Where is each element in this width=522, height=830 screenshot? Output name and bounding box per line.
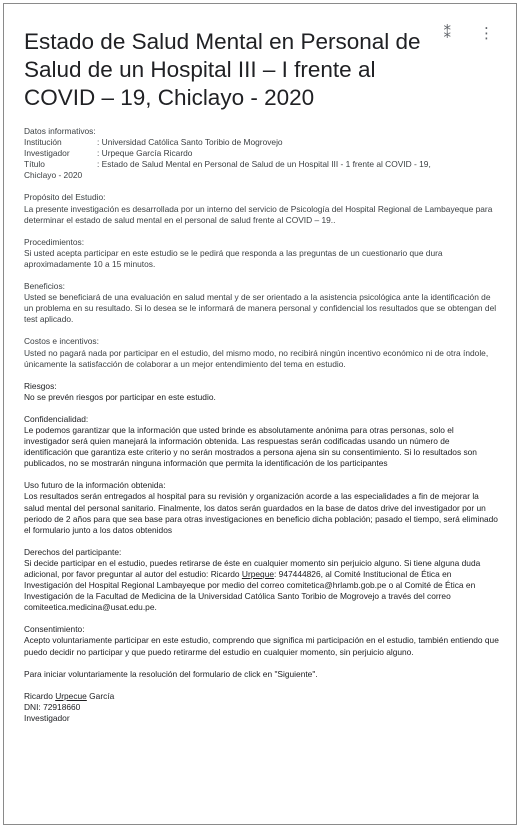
instruction-text: Para iniciar voluntariamente la resolución del formulario de click en "Siguiente".	[24, 668, 318, 679]
section-heading: Costos e incentivos:	[24, 336, 99, 347]
section-heading: Propósito del Estudio:	[24, 192, 106, 203]
section-heading: Consentimiento:	[24, 624, 85, 635]
signature-surname: Urpecue	[55, 690, 87, 701]
signature-role: Investigador	[24, 712, 70, 723]
section-text	[24, 558, 500, 613]
signature-name	[24, 691, 500, 702]
section-heading: Beneficios:	[24, 281, 65, 292]
datos-value-cont: Chiclayo - 2020	[24, 170, 83, 181]
section-costos	[24, 336, 500, 369]
section-text: No se prevén riesgos por participar en este estudio.	[24, 391, 216, 402]
form-card	[3, 3, 517, 825]
derechos-text-before: Si decide participar en el estudio, puedes retirarse de éste en cualquier momento sin perjuicio alguno. Si tiene alguna duda adicional, por favor preguntar al autor del estudio: Ricardo	[24, 557, 481, 579]
derechos-text-after: : 947444826, al Comité Institucional de Ética en Investigación del Hospital Regional Lambayeque por medio del correo comitetica@hrlamb.gob.pe o al Comité de Ética en Investigación de la Facultad de Medicina de la Universidad Católica Santo Toribio de Mogrovejo a través del correo comiteetica.medicina@usat.edu.pe.	[24, 569, 476, 613]
section-beneficios	[24, 281, 500, 325]
section-heading: Confidencialidad:	[24, 413, 89, 424]
section-text: Los resultados serán entregados al hospital para su revisión y organización acorde a las especialidades a fin de mejorar la salud mental del personal sanitario. Finalmente, los datos serán guardados en la base de datos drive del investigador por un periodo de 2 años para que sea base para otras investigaciones en beneficio dicha población; pasado el tiempo, será eliminado el formulario junto a los datos obtenidos	[24, 491, 498, 535]
signature-block	[24, 691, 500, 724]
signature-dni: DNI: 72918660	[24, 701, 81, 712]
form-description	[4, 112, 516, 724]
datos-row-titulo	[24, 159, 500, 170]
datos-value: : Universidad Católica Santo Toribio de Mogrovejo	[97, 137, 283, 148]
section-text: Usted no pagará nada por participar en el estudio, del mismo modo, no recibirá ningún incentivo económico ni de otra índole, únicamente la satisfacción de colaborar a un mejor entendimiento del tema en estudio.	[24, 347, 489, 369]
header-icons	[444, 26, 495, 42]
datos-label: Investigador	[24, 148, 70, 159]
more-vert-icon[interactable]: ⋮	[479, 25, 494, 42]
section-proposito	[24, 192, 500, 225]
datos-value: : Urpeque García Ricardo	[97, 148, 193, 159]
form-header	[4, 4, 516, 112]
datos-row-institucion	[24, 137, 500, 148]
section-consentimiento	[24, 624, 500, 657]
section-datos	[24, 126, 500, 181]
section-heading: Riesgos:	[24, 380, 57, 391]
section-text: La presente investigación es desarrollada por un interno del servicio de Psicología del Hospital Regional de Lambayeque para determinar el estado de salud mental en el personal de salud frente al COVID – 19..	[24, 203, 493, 225]
section-heading: Uso futuro de la información obtenida:	[24, 480, 166, 491]
datos-row-investigador	[24, 148, 500, 159]
datos-label: Título	[24, 159, 45, 170]
collapse-icon[interactable]: ⁑	[443, 25, 451, 42]
section-heading: Datos informativos:	[24, 126, 96, 136]
section-text: Le podemos garantizar que la información que usted brinde es absolutamente anónima para otras personas, solo el investigador será quien manejará la información obtenida. Las respuestas serán codificadas usando un número de identificación que garantiza este criterio y no serán mostrados a persona ajena sin su consentimiento. Si lo resultados son publicados, no se mostrarán ninguna información que permita la identificación de los participantes	[24, 424, 477, 469]
signature-last: García	[86, 690, 115, 701]
section-heading: Procedimientos:	[24, 236, 85, 247]
section-confidencialidad	[24, 414, 500, 469]
section-procedimientos	[24, 237, 500, 270]
datos-label: Institución	[24, 137, 62, 148]
section-riesgos	[24, 381, 500, 403]
datos-value: : Estado de Salud Mental en Personal de Salud de un Hospital III - 1 frente al COVID - 19,	[97, 159, 431, 170]
author-surname: Urpeque	[241, 569, 275, 579]
section-derechos	[24, 547, 500, 614]
section-text: Acepto voluntariamente participar en este estudio, comprendo que significa mi participación en el estudio, también entiendo que puedo decidir no participar y que puedo retirarme del estudio en cualquier momento, sin perjuicio alguno.	[24, 635, 499, 657]
section-heading: Derechos del participante:	[24, 546, 122, 557]
section-text: Si usted acepta participar en este estudio se le pedirá que responda a las preguntas de un cuestionario que dura aproximadamente 10 a 15 minutos.	[24, 247, 443, 269]
section-uso-futuro	[24, 480, 500, 535]
form-title: Estado de Salud Mental en Personal de Salud de un Hospital III – I frente al COVID – 19, Chiclayo - 2020	[24, 29, 421, 110]
section-text: Usted se beneficiará de una evaluación en salud mental y de ser orientado a la asistencia psicológica ante la identificación de un problema en su resultado. Si lo desea se le informará de manera personal y confidencial los resultados que se obtengan del test aplicado.	[24, 292, 497, 325]
signature-first: Ricardo	[24, 690, 56, 701]
